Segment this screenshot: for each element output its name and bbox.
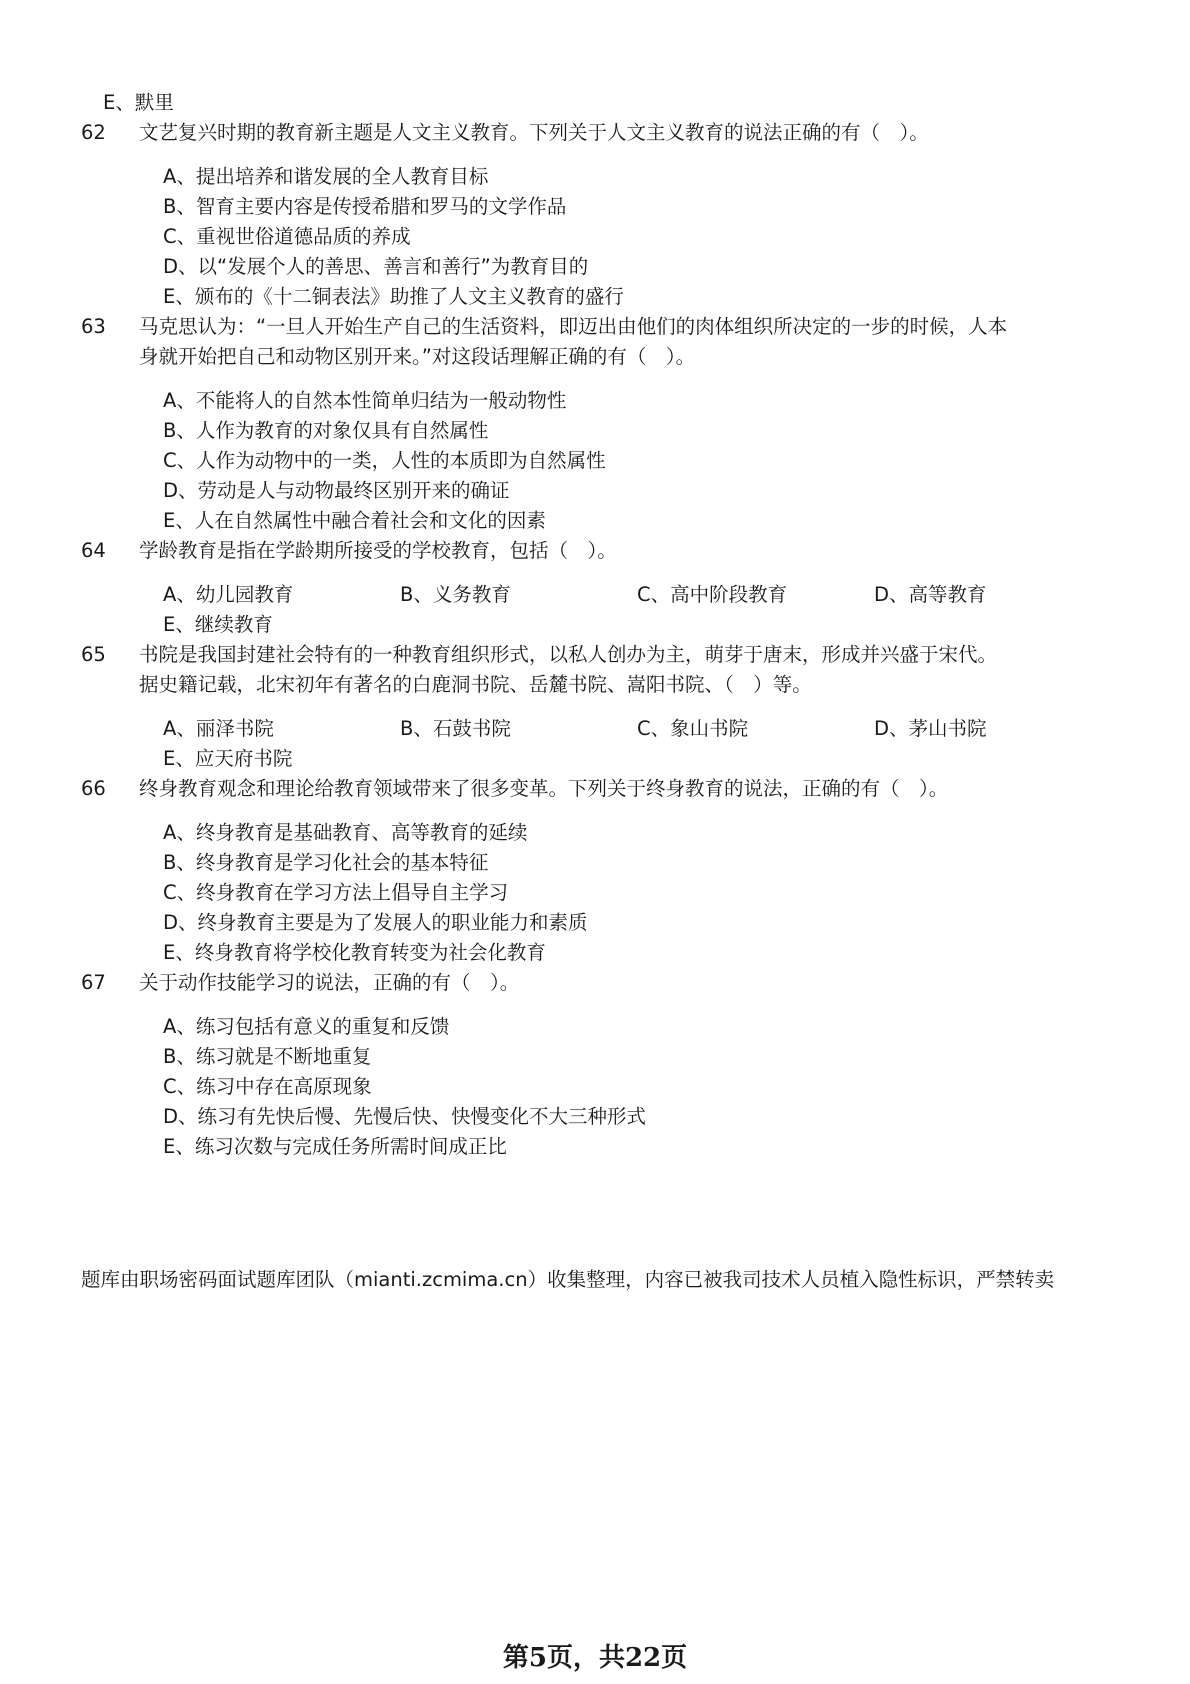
question-list <box>0 88 1190 1162</box>
option-item: A、提出培养和谐发展的全人教育目标 <box>163 165 489 188</box>
option-item: E、颁布的《十二铜表法》助推了人文主义教育的盛行 <box>163 285 624 308</box>
option-item: D、茅山书院 <box>874 717 987 740</box>
page-number: 第5页，共22页 <box>502 1643 688 1673</box>
question-text-line: 关于动作技能学习的说法，正确的有（ ）。 <box>139 971 520 994</box>
option-item: D、以“发展个人的善思、善言和善行”为教育目的 <box>163 255 589 278</box>
option-item: E、默里 <box>103 91 174 114</box>
question-text <box>139 312 1079 372</box>
option-item: A、丽泽书院 <box>163 717 274 740</box>
question-block <box>0 536 1190 640</box>
option-item: B、智育主要内容是传授希腊和罗马的文学作品 <box>163 195 567 218</box>
question-text-line: 文艺复兴时期的教育新主题是人文主义教育。下列关于人文主义教育的说法正确的有（ ）。 <box>139 121 929 144</box>
option-item: B、练习就是不断地重复 <box>163 1045 372 1068</box>
option-item: C、高中阶段教育 <box>637 583 788 606</box>
option-item: E、继续教育 <box>163 613 273 636</box>
option-list <box>0 714 1190 774</box>
question-block <box>0 312 1190 536</box>
question-number: 65 <box>81 643 106 666</box>
option-item: C、人作为动物中的一类，人性的本质即为自然属性 <box>163 449 606 472</box>
question-text <box>139 536 1079 566</box>
option-list <box>0 580 1190 640</box>
question-block <box>0 118 1190 312</box>
option-item: D、劳动是人与动物最终区别开来的确证 <box>163 479 510 502</box>
question-block <box>0 774 1190 968</box>
option-list <box>0 162 1190 312</box>
option-item: A、幼儿园教育 <box>163 583 294 606</box>
question-number: 63 <box>81 315 106 338</box>
option-item: B、人作为教育的对象仅具有自然属性 <box>163 419 489 442</box>
question-text-line: 终身教育观念和理论给教育领域带来了很多变革。下列关于终身教育的说法，正确的有（ ）。 <box>139 777 949 800</box>
option-item: A、终身教育是基础教育、高等教育的延续 <box>163 821 528 844</box>
option-item: D、高等教育 <box>874 583 987 606</box>
option-item: E、应天府书院 <box>163 747 293 770</box>
option-list <box>0 386 1190 536</box>
question-text <box>139 774 1079 804</box>
question-text-line: 马克思认为：“一旦人开始生产自己的生活资料，即迈出由他们的肉体组织所决定的一步的时候，人本 <box>139 315 1008 338</box>
option-item: E、人在自然属性中融合着社会和文化的因素 <box>163 509 546 532</box>
question-number: 62 <box>81 121 106 144</box>
question-text-line: 身就开始把自己和动物区别开来。”对这段话理解正确的有（ ）。 <box>139 345 696 368</box>
option-row <box>163 714 1190 744</box>
option-item: B、终身教育是学习化社会的基本特征 <box>163 851 489 874</box>
footer-note: 题库由职场密码面试题库团队（mianti.zcmima.cn）收集整理，内容已被我司技术人员植入隐性标识，严禁转卖 <box>81 1268 1055 1291</box>
option-item: E、练习次数与完成任务所需时间成正比 <box>163 1135 507 1158</box>
option-list <box>0 818 1190 968</box>
option-row <box>163 580 1190 610</box>
option-item: C、练习中存在高原现象 <box>163 1075 372 1098</box>
question-text <box>139 968 1079 998</box>
option-list <box>0 1012 1190 1162</box>
option-item: E、终身教育将学校化教育转变为社会化教育 <box>163 941 546 964</box>
option-item: D、终身教育主要是为了发展人的职业能力和素质 <box>163 911 588 934</box>
question-number: 64 <box>81 539 106 562</box>
option-item: D、练习有先快后慢、先慢后快、快慢变化不大三种形式 <box>163 1105 647 1128</box>
question-block <box>0 640 1190 774</box>
option-item: B、义务教育 <box>400 583 511 606</box>
question-number: 66 <box>81 777 106 800</box>
option-item: B、石鼓书院 <box>400 717 511 740</box>
question-text-line: 书院是我国封建社会特有的一种教育组织形式，以私人创办为主，萌芽于唐末，形成并兴盛于宋代。 <box>139 643 998 666</box>
question-text <box>139 640 1079 700</box>
question-number: 67 <box>81 971 106 994</box>
option-item: C、终身教育在学习方法上倡导自主学习 <box>163 881 509 904</box>
question-block <box>0 968 1190 1162</box>
option-item: C、象山书院 <box>637 717 749 740</box>
question-text-line: 据史籍记载，北宋初年有著名的白鹿洞书院、岳麓书院、嵩阳书院、（ ）等。 <box>139 673 812 696</box>
option-item: A、练习包括有意义的重复和反馈 <box>163 1015 450 1038</box>
question-text-line: 学龄教育是指在学龄期所接受的学校教育，包括（ ）。 <box>139 539 617 562</box>
option-item: A、不能将人的自然本性简单归结为一般动物性 <box>163 389 567 412</box>
question-text <box>139 118 1079 148</box>
option-item: C、重视世俗道德品质的养成 <box>163 225 411 248</box>
